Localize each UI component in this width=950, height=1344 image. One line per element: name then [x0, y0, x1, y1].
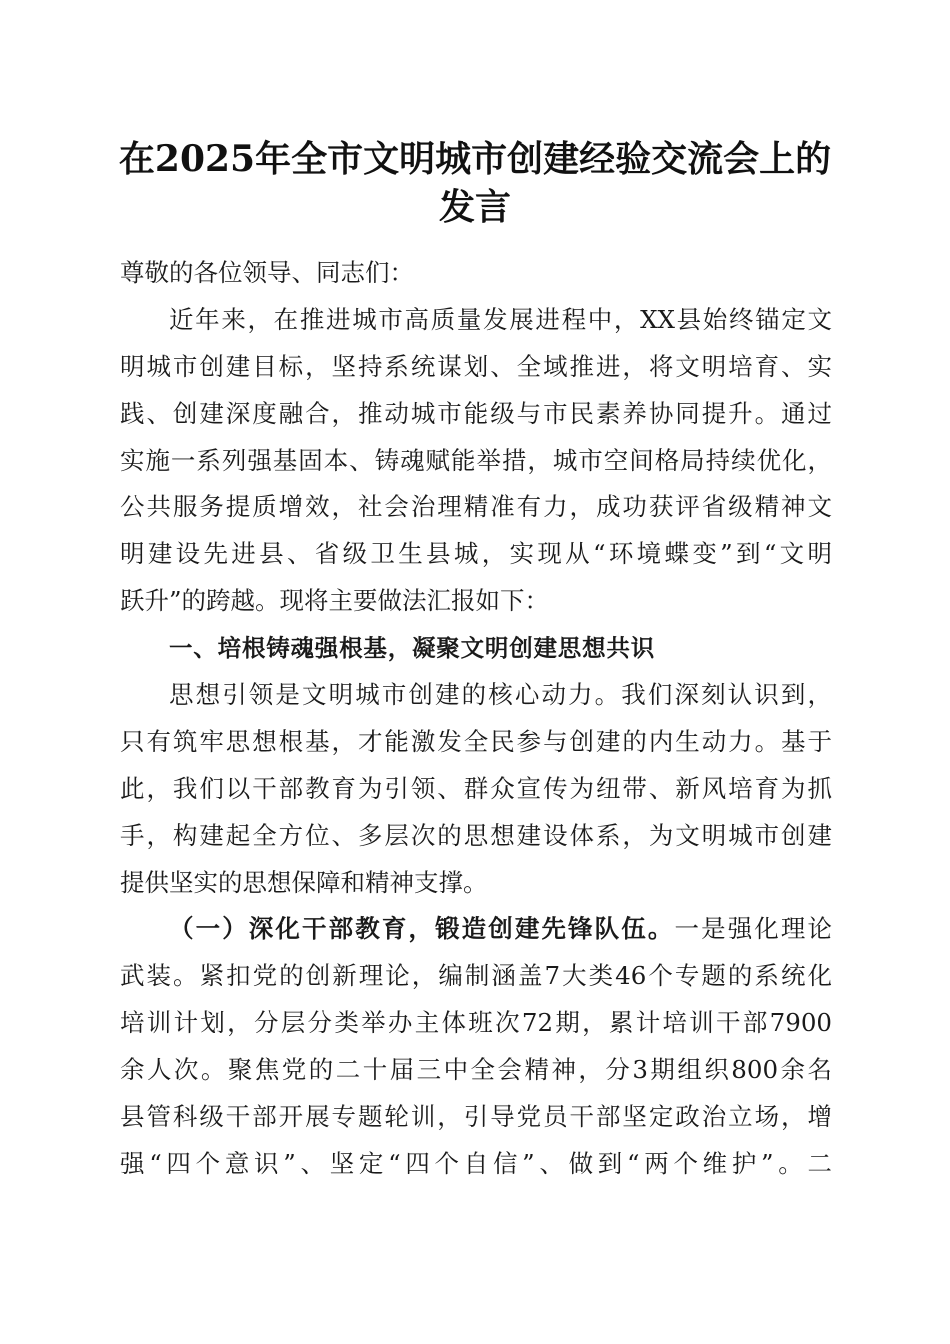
- section-paragraph-line: 只有筑牢思想根基，才能激发全民参与创建的内生动力。基于: [120, 726, 832, 756]
- intro-line: 实施一系列强基固本、铸魂赋能举措，城市空间格局持续优化，: [120, 445, 832, 475]
- subsection-paragraph-line: 培训计划，分层分类举办主体班次72期，累计培训干部7900: [120, 1008, 832, 1038]
- document-title-line-1: 在2025年全市文明城市创建经验交流会上的: [118, 138, 832, 180]
- subsection-paragraph-line: 余人次。聚焦党的二十届三中全会精神，分3期组织800余名: [120, 1055, 832, 1085]
- intro-line: 践、创建深度融合，推动城市能级与市民素养协同提升。通过: [120, 398, 832, 428]
- subsection-paragraph-line: 县管科级干部开展专题轮训，引导党员干部坚定政治立场，增: [120, 1102, 832, 1132]
- intro-line: 近年来，在推进城市高质量发展进程中，XX县始终锚定文: [169, 304, 832, 334]
- document-title-line-2: 发言: [438, 186, 511, 228]
- subsection-first-line: [120, 906, 832, 953]
- section-heading: 一、培根铸魂强根基，凝聚文明创建思想共识: [169, 634, 655, 663]
- section-paragraph-line: 手，构建起全方位、多层次的思想建设体系，为文明城市创建: [120, 820, 832, 850]
- section-paragraph-line: 思想引领是文明城市创建的核心动力。我们深刻认识到，: [169, 680, 832, 710]
- intro-line: 公共服务提质增效，社会治理精准有力，成功获评省级精神文: [120, 492, 832, 522]
- intro-line: 跃升”的跨越。现将主要做法汇报如下：: [120, 586, 550, 616]
- intro-line: 明建设先进县、省级卫生县城，实现从“环境蝶变”到“文明: [120, 539, 832, 569]
- subsection-heading: （一）深化干部教育，锻造创建先锋队伍。: [169, 914, 675, 944]
- subsection-text: 一是强化理论: [674, 914, 833, 944]
- section-paragraph-line: 提供坚实的思想保障和精神支撑。: [120, 867, 488, 897]
- section-paragraph-line: 此，我们以干部教育为引领、群众宣传为纽带、新风培育为抓: [120, 773, 832, 803]
- subsection-paragraph-line: 武装。紧扣党的创新理论，编制涵盖7大类46个专题的系统化: [120, 961, 832, 991]
- salutation: 尊敬的各位领导、同志们：: [120, 258, 414, 287]
- document-body: [120, 250, 832, 1188]
- intro-line: 明城市创建目标，坚持系统谋划、全域推进，将文明培育、实: [120, 351, 832, 381]
- subsection-paragraph-line: 强“四个意识”、坚定“四个自信”、做到“两个维护”。二: [120, 1148, 832, 1178]
